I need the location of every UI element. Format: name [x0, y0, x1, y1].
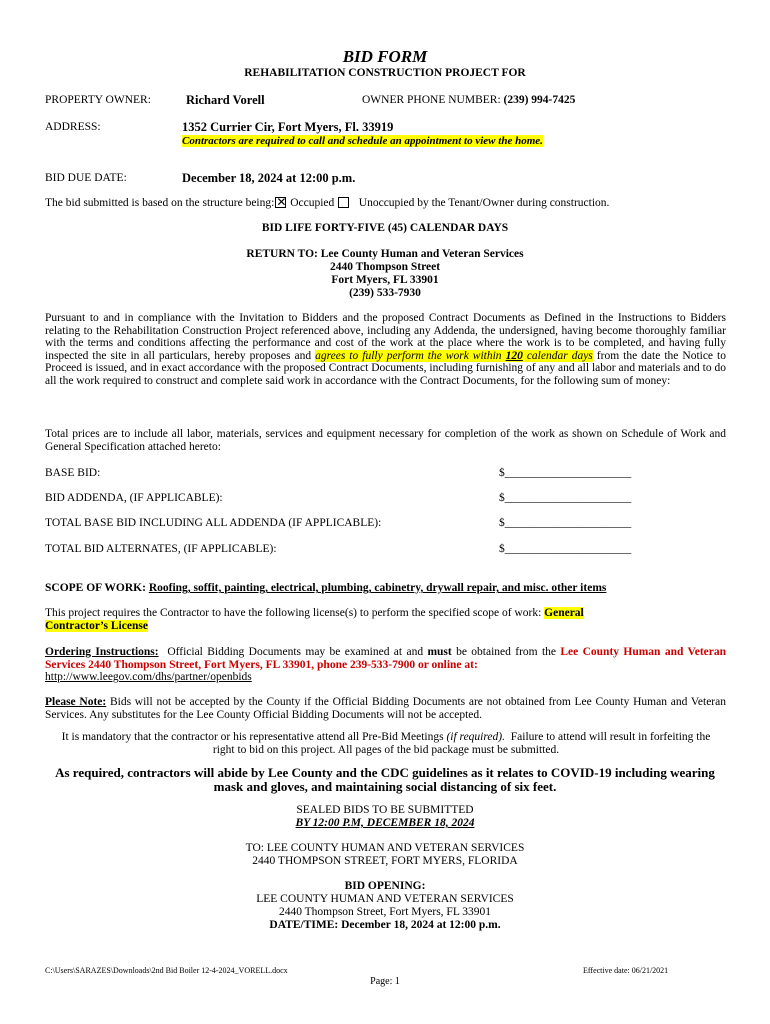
total-prices-paragraph: Total prices are to include all labor, materials, services and equipment necessary for completion of the work as shown on Schedule of Work and General Specification attached hereto: — [45, 428, 726, 453]
footer-effective-date: Effective date: 06/21/2021 — [583, 966, 669, 975]
unoccupied-label: Unoccupied by the Tenant/Owner during construction. — [358, 197, 610, 209]
address-label: ADDRESS: — [45, 121, 101, 133]
scope-line — [45, 582, 606, 594]
ordering-address: Lee County Human and Veteran Services 2440 Thompson Street, Fort Myers, FL 33901, phone 239-533-7900 or online at: — [45, 646, 727, 671]
license-general: General — [544, 607, 584, 619]
bid-opening-line1: LEE COUNTY HUMAN AND VETERAN SERVICES — [256, 893, 514, 905]
address-note: Contractors are required to call and schedule an appointment to view the home. — [182, 135, 543, 147]
owner-phone: (239) 994-7425 — [503, 94, 576, 106]
to-line1: TO: LEE COUNTY HUMAN AND VETERAN SERVICES — [245, 842, 525, 854]
please-note-paragraph: Please Note: Bids will not be accepted by the County if the Official Bidding Documents are not obtained from Lee County Human and Veteran Services. Any substitutes for the Lee County Official Bidding Documents will not be accepted. — [45, 696, 726, 721]
return-to-line: RETURN TO: Lee County Human and Veteran Services — [246, 248, 524, 260]
address-value: 1352 Currier Cir, Fort Myers, Fl. 33919 — [182, 120, 394, 134]
base-bid-label: BASE BID: — [45, 467, 101, 479]
bid-opening-datetime: DATE/TIME: December 18, 2024 at 12:00 p.m. — [269, 919, 501, 931]
bid-opening-label: BID OPENING: — [344, 880, 426, 892]
to-line2: 2440 THOMPSON STREET, FORT MYERS, FLORIDA — [252, 855, 518, 867]
check-x-icon: ✕ — [276, 195, 287, 209]
highlight-days: 120 — [505, 349, 523, 362]
pursuant-paragraph: Pursuant to and in compliance with the Invitation to Bidders and the proposed Contract Documents as Defined in the Instructions to Bidders relating to the Rehabilitation Construction Project referenced above, including any Addenda, the undersigned, having become thoroughly familiar with the terms and conditions affecting the performance and cost of the work at the place where the work is to be completed, and having fully inspected the site in all particulars, hereby proposes and agrees to fully perform the work within 120 calendar days from the date the Notice to Proceed is issued, and in exact accordance with the proposed Contract Documents, including furnishing of any and all labor and materials and to do all the work required to construct and complete said work in accordance with the Contract Documents, for the following sum of money: — [45, 312, 726, 387]
base-bid-field[interactable]: $______________________ — [499, 467, 632, 479]
sealed-line2: BY 12:00 P.M, DECEMBER 18, 2024 — [295, 817, 475, 829]
license-contractor: Contractor’s License — [45, 619, 148, 632]
footer-path: C:\Users\SARAZES\Downloads\2nd Bid Boiler 12-4-2024_VORELL.docx — [45, 966, 288, 975]
page-title: BID FORM — [342, 47, 428, 66]
bid-alternates-label: TOTAL BID ALTERNATES, (IF APPLICABLE): — [45, 543, 277, 555]
occupied-checkbox[interactable] — [275, 197, 286, 208]
please-note-label: Please Note: — [45, 696, 107, 708]
ordering-paragraph: Ordering Instructions: Official Bidding Documents may be examined at and must be obtained from the Lee County Human and Veteran Services 2440 Thompson Street, Fort Myers, FL 33901, phone 239-533-7900 or online at: http://www.leegov.com/dhs/partner/openbids — [45, 646, 727, 684]
structure-line — [45, 197, 609, 209]
return-to-phone: (239) 533-7930 — [349, 287, 421, 299]
ordering-label: Ordering Instructions: — [45, 646, 159, 658]
bid-addenda-label: BID ADDENDA, (IF APPLICABLE): — [45, 492, 223, 504]
return-to-name: Lee County Human and Veteran Services — [320, 248, 524, 260]
return-to-city: Fort Myers, FL 33901 — [331, 274, 439, 286]
unoccupied-checkbox[interactable] — [338, 197, 349, 208]
due-value: December 18, 2024 at 12:00 p.m. — [182, 171, 356, 185]
return-to-street: 2440 Thompson Street — [329, 261, 441, 273]
occupied-label: Occupied — [290, 197, 335, 209]
bid-life: BID LIFE FORTY-FIVE (45) CALENDAR DAYS — [261, 222, 509, 234]
covid-notice: As required, contractors will abide by Lee County and the CDC guidelines as it relates to COVID-19 including wearing mask and gloves, and maintaining social distancing of six feet. — [55, 765, 715, 794]
total-base-bid-field[interactable]: $______________________ — [499, 517, 632, 529]
structure-prefix: The bid submitted is based on the structure being: — [45, 197, 275, 209]
owner-name: Richard Vorell — [186, 93, 265, 107]
owner-label: PROPERTY OWNER: — [45, 94, 151, 106]
owner-phone-label: OWNER PHONE NUMBER: (239) 994-7425 — [362, 94, 576, 106]
highlight-agree: agrees to fully perform the work within — [315, 349, 502, 362]
bid-alternates-field[interactable]: $______________________ — [499, 543, 632, 555]
bid-addenda-field[interactable]: $______________________ — [499, 492, 632, 504]
total-base-bid-label: TOTAL BASE BID INCLUDING ALL ADDENDA (IF APPLICABLE): — [45, 517, 382, 529]
scope-label: SCOPE OF WORK: — [45, 582, 146, 594]
mandatory-paragraph: It is mandatory that the contractor or his representative attend all Pre-Bid Meetings (if required). Failure to attend will result in forfeiting the right to bid on this project. All pages of the bid package must be submitted. — [61, 731, 711, 756]
openbids-link[interactable]: http://www.leegov.com/dhs/partner/openbids — [45, 671, 252, 684]
bid-opening-line2: 2440 Thompson Street, Fort Myers, FL 33901 — [278, 906, 492, 918]
due-label: BID DUE DATE: — [45, 172, 127, 184]
license-paragraph: This project requires the Contractor to have the following license(s) to perform the specified scope of work: General Contractor’s License — [45, 607, 584, 632]
scope-value: Roofing, soffit, painting, electrical, plumbing, cabinetry, drywall repair, and misc. other items — [148, 582, 607, 594]
sealed-line1: SEALED BIDS TO BE SUBMITTED — [296, 804, 474, 816]
highlight-calendar: calendar days — [526, 349, 593, 362]
page-subtitle: REHABILITATION CONSTRUCTION PROJECT FOR — [244, 67, 526, 79]
footer-page-number: Page: 1 — [370, 976, 400, 987]
